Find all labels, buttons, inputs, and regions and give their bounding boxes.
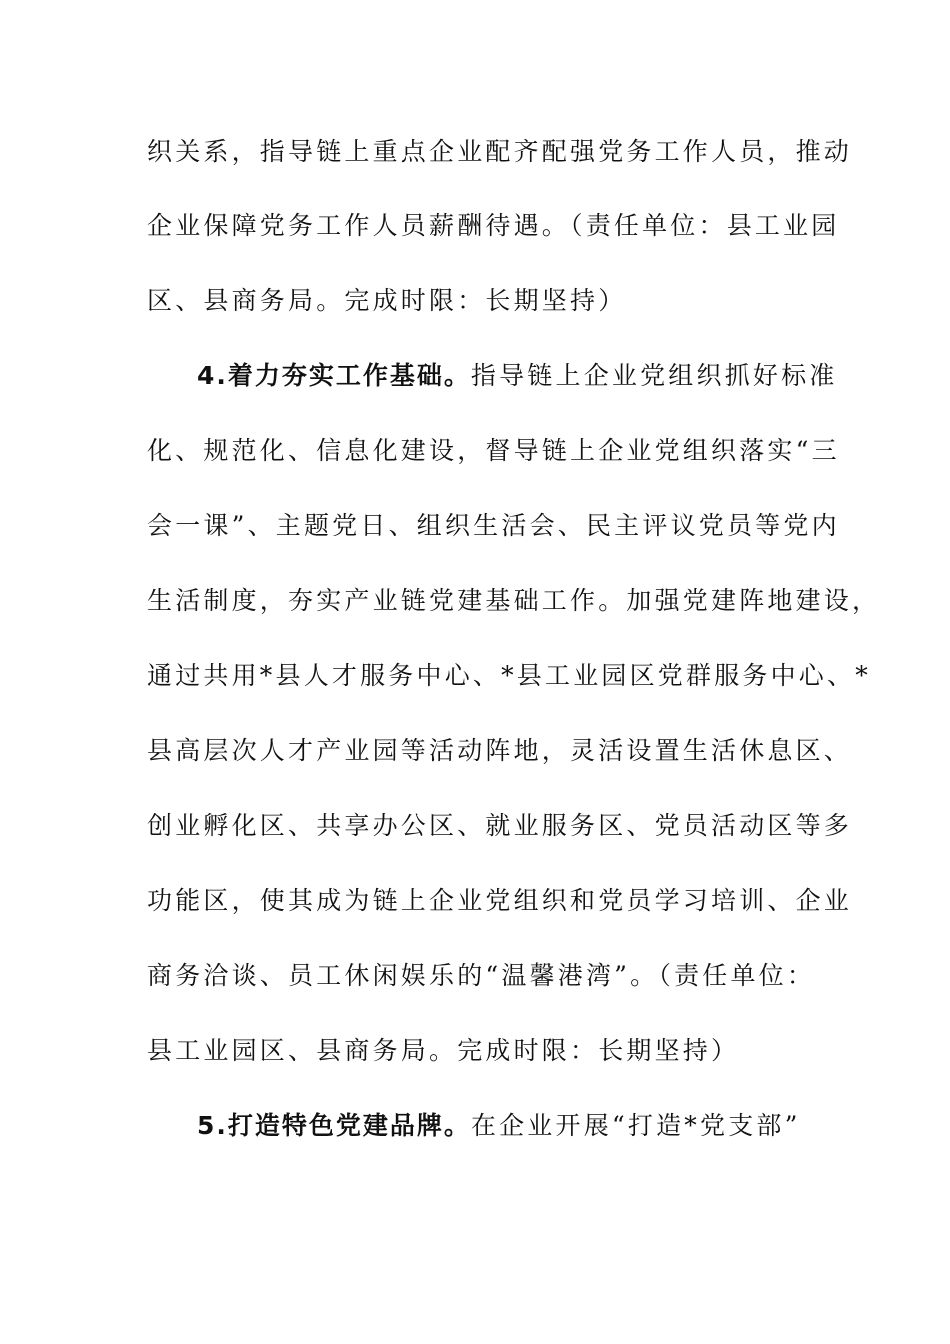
- paragraph-line: 区、县商务局。完成时限：长期坚持）: [147, 286, 627, 315]
- section-5-first-line: [197, 1109, 801, 1143]
- section-4-first-line-text: 指导链上企业党组织抓好标准: [470, 361, 838, 390]
- section-4-first-line: [197, 359, 838, 393]
- paragraph-line: 织关系，指导链上重点企业配齐配强党务工作人员，推动: [147, 137, 853, 166]
- paragraph-line: 通过共用*县人才服务中心、*县工业园区党群服务中心、*: [147, 661, 871, 690]
- paragraph-line: 创业孵化区、共享办公区、就业服务区、党员活动区等多: [147, 811, 853, 840]
- section-4-heading: 4.着力夯实工作基础。: [197, 361, 471, 390]
- paragraph-line: 商务洽谈、员工休闲娱乐的“温馨港湾”。（责任单位：: [147, 961, 816, 990]
- paragraph-line: 县高层次人才产业园等活动阵地，灵活设置生活休息区、: [147, 736, 853, 765]
- section-5-first-line-text: 在企业开展“打造*党支部”: [470, 1111, 801, 1140]
- section-5-heading: 5.打造特色党建品牌。: [197, 1111, 471, 1140]
- paragraph-line: 企业保障党务工作人员薪酬待遇。（责任单位：县工业园: [147, 211, 840, 240]
- paragraph-line: 县工业园区、县商务局。完成时限：长期坚持）: [147, 1036, 740, 1065]
- paragraph-line: 会一课”、主题党日、组织生活会、民主评议党员等党内: [147, 511, 840, 540]
- paragraph-line: 生活制度，夯实产业链党建基础工作。加强党建阵地建设，: [147, 586, 881, 615]
- paragraph-line: 功能区，使其成为链上企业党组织和党员学习培训、企业: [147, 886, 853, 915]
- paragraph-line: 化、规范化、信息化建设，督导链上企业党组织落实“三: [147, 436, 840, 465]
